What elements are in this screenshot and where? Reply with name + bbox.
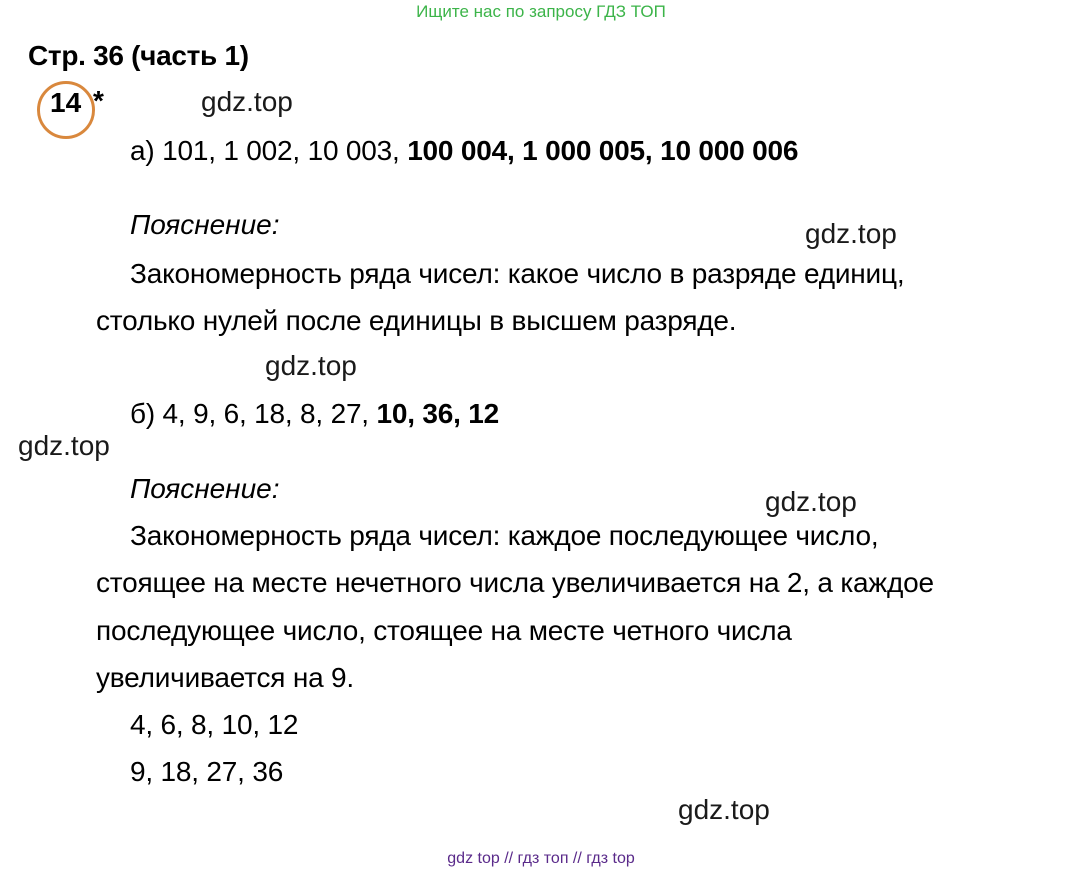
explanation-b-line-3: последующее число, стоящее на месте четного числа: [96, 615, 792, 646]
watermark: gdz.top: [805, 218, 897, 249]
explanation-b-line-4: увеличивается на 9.: [96, 662, 355, 693]
footer-links[interactable]: gdz top // гдз топ // гдз top: [447, 850, 635, 867]
watermark: gdz.top: [201, 86, 293, 117]
task-star: *: [93, 85, 104, 116]
explanation-label-b: Пояснение:: [130, 473, 280, 504]
explanation-a-line-2: столько нулей после единицы в высшем разряде.: [96, 305, 737, 336]
watermark: gdz.top: [265, 350, 357, 381]
part-a-prefix: а) 101, 1 002, 10 003,: [130, 135, 408, 166]
task-number: 14: [50, 87, 82, 118]
explanation-b-line-2: стоящее на месте нечетного числа увеличивается на 2, а каждое: [96, 567, 934, 598]
sequence-even-positions: 9, 18, 27, 36: [130, 756, 284, 787]
part-a-answer: 100 004, 1 000 005, 10 000 006: [407, 135, 799, 166]
part-b-prefix: б) 4, 9, 6, 18, 8, 27,: [130, 398, 377, 429]
part-b-answer: 10, 36, 12: [376, 398, 500, 429]
part-b-line: [130, 398, 499, 430]
explanation-a-line-1: Закономерность ряда чисел: какое число в разряде единиц,: [130, 258, 905, 289]
explanation-b-line-1: Закономерность ряда чисел: каждое последующее число,: [130, 520, 879, 551]
watermark: gdz.top: [678, 794, 770, 825]
watermark: gdz.top: [18, 430, 110, 461]
page-title: Стр. 36 (часть 1): [28, 40, 249, 71]
part-a-line: [130, 135, 798, 167]
top-banner[interactable]: Ищите нас по запросу ГДЗ ТОП: [416, 2, 666, 21]
explanation-label-a: Пояснение:: [130, 209, 280, 240]
sequence-odd-positions: 4, 6, 8, 10, 12: [130, 709, 299, 740]
watermark: gdz.top: [765, 486, 857, 517]
